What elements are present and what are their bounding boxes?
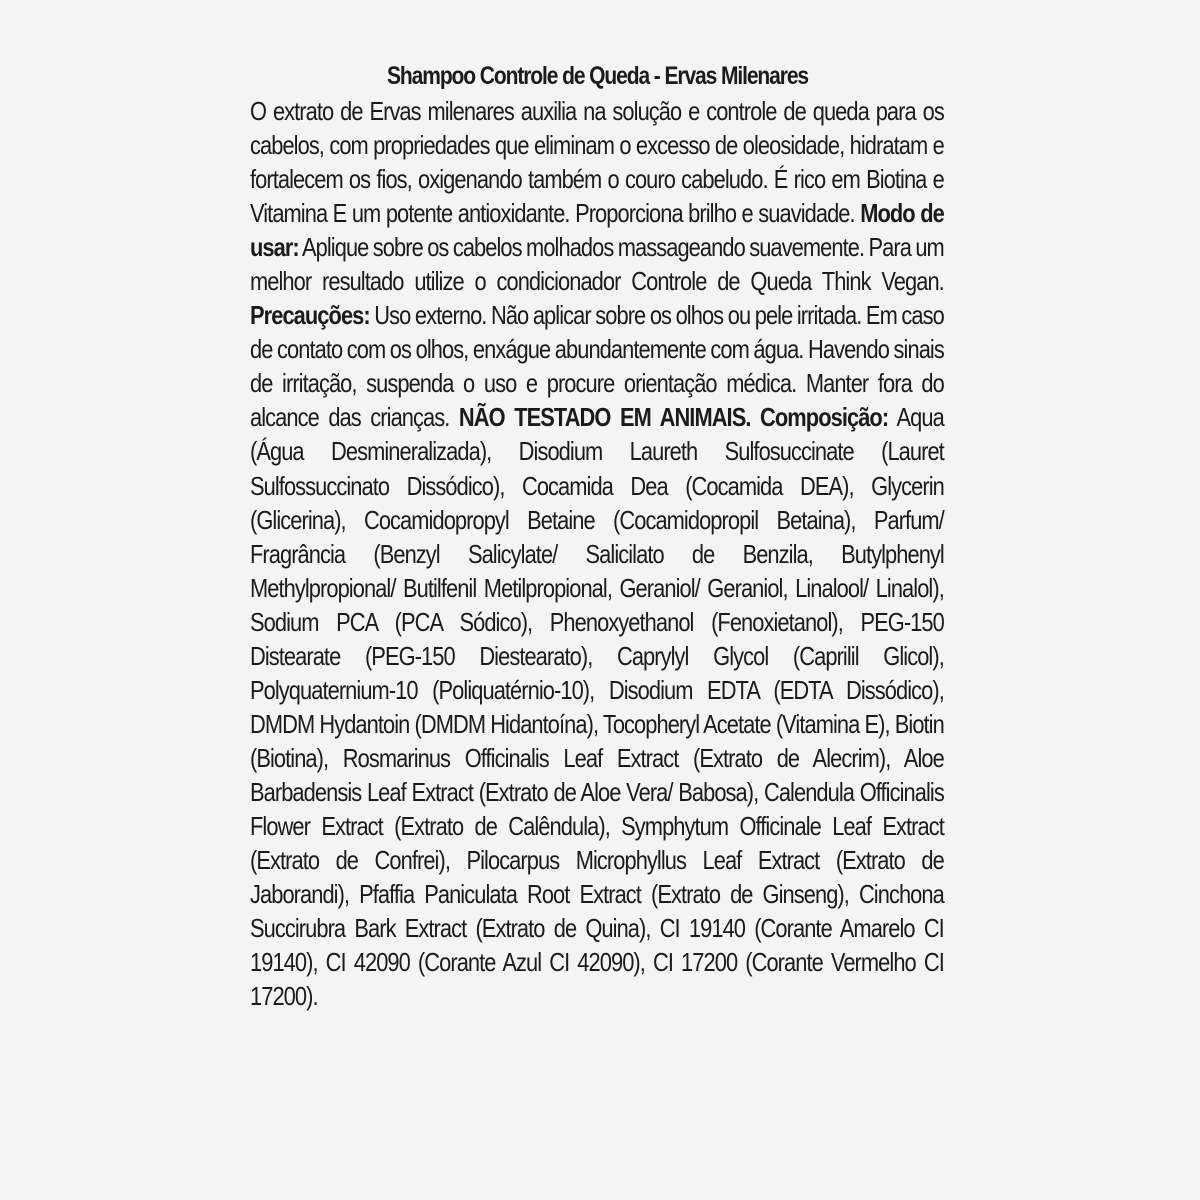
- usage-heading: Modo de usar:: [250, 198, 944, 263]
- label-body: [250, 94, 944, 1013]
- composition-text: Aqua (Água Desmineralizada), Disodium Laureth Sulfosuccinate (Lauret Sulfossuccinato Dissódico), Cocamida Dea (Cocamida DEA), Glycerin (Glicerina), Cocamidopropyl Betaine (Cocamidopropil Betaina), Parfum/ Fragrância (Benzyl Salicylate/ Salicilato de Benzila, Butylphenyl Methylpropional/ Butilfenil Metilpropional, Geraniol/ Geraniol, Linalool/ Linalol), Sodium PCA (PCA Sódico), Phenoxyethanol (Fenoxietanol), PEG-150 Distearate (PEG-150 Diestearato), Caprylyl Glycol (Caprilil Glicol), Polyquaternium-10 (Poliquatérnio-10), Disodium EDTA (EDTA Dissódico), DMDM Hydantoin (DMDM Hidantoína), Tocopheryl Acetate (Vitamina E), Biotin (Biotina), Rosmarinus Officinalis Leaf Extract (Extrato de Alecrim), Aloe Barbadensis Leaf Extract (Extrato de Aloe Vera/ Babosa), Calendula Officinalis Flower Extract (Extrato de Calêndula), Symphytum Officinale Leaf Extract (Extrato de Confrei), Pilocarpus Microphyllus Leaf Extract (Extrato de Jaborandi), Pfaffia Paniculata Root Extract (Extrato de Ginseng), Cinchona Succirubra Bark Extract (Extrato de Quina), CI 19140 (Corante Amarelo CI 19140), CI 42090 (Corante Azul CI 42090), CI 17200 (Corante Vermelho CI 17200).: [250, 402, 944, 1012]
- composition-heading: Composição:: [760, 402, 889, 433]
- precautions-heading: Precauções:: [250, 300, 370, 331]
- not-tested-notice: NÃO TESTADO EM ANIMAIS.: [458, 402, 751, 433]
- precautions-text: Uso externo. Não aplicar sobre os olhos ou pele irritada. Em caso de contato com os olhos, enxágue abundantemente com água. Havendo sinais de irritação, suspenda o uso e procure orientação médica. Manter fora do alcance das crianças.: [250, 300, 944, 433]
- product-title: Shampoo Controle de Queda - Ervas Milenares: [387, 62, 808, 90]
- product-description: O extrato de Ervas milenares auxilia na solução e controle de queda para os cabelos, com propriedades que eliminam o excesso de oleosidade, hidratam e fortalecem os fios, oxigenando também o couro cabeludo. É rico em Biotina e Vitamina E um potente antioxidante. Proporciona brilho e suavidade.: [250, 96, 944, 229]
- product-label: [250, 58, 945, 1013]
- usage-text: Aplique sobre os cabelos molhados massageando suavemente. Para um melhor resultado utilize o condicionador Controle de Queda Think Vegan.: [250, 232, 944, 297]
